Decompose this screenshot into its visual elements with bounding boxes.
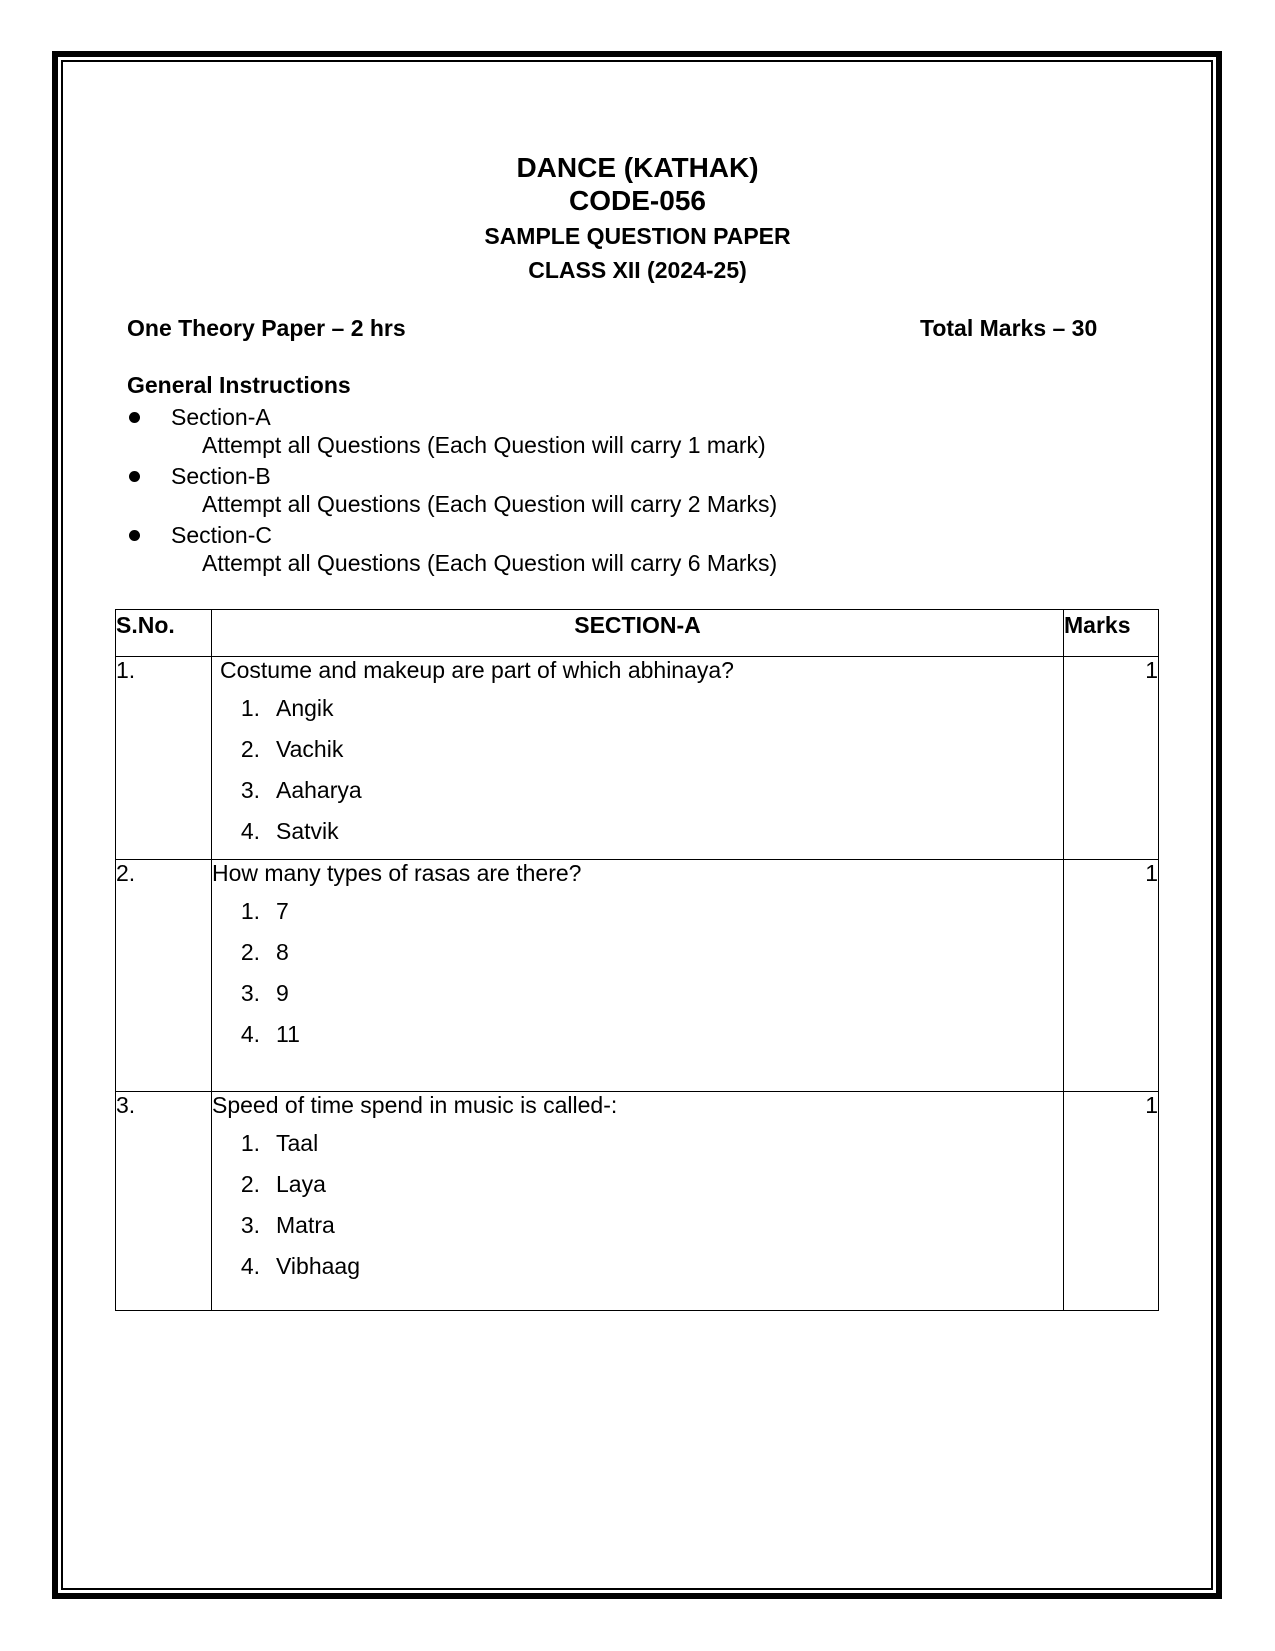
questions-table: [115, 609, 1159, 1311]
header-marks: Marks: [1064, 610, 1159, 657]
option-item: [212, 1253, 1063, 1294]
option-number: 4.: [240, 1253, 260, 1279]
option-text: Aaharya: [276, 777, 362, 803]
question-marks: 1: [1064, 1092, 1159, 1311]
question-text: Costume and makeup are part of which abhinaya?: [220, 657, 734, 683]
option-text: Vibhaag: [276, 1253, 360, 1279]
bullet-icon: [129, 471, 140, 482]
question-text: Speed of time spend in music is called-:: [212, 1092, 618, 1118]
table-row: [116, 860, 1159, 1092]
option-text: 9: [276, 980, 289, 1006]
option-item: [212, 736, 1063, 777]
options-list: [212, 1130, 1063, 1294]
header-sno: S.No.: [116, 610, 212, 657]
option-number: 2.: [240, 736, 260, 762]
option-item: [212, 898, 1063, 939]
option-item: [212, 695, 1063, 736]
option-number: 1.: [240, 1130, 260, 1156]
question-cell: [212, 657, 1064, 860]
option-text: 8: [276, 939, 289, 965]
question-number: 2.: [116, 860, 212, 1092]
question-number: 1.: [116, 657, 212, 860]
instruction-section: Section-B: [171, 463, 271, 489]
table-row: [116, 1092, 1159, 1311]
instruction-section: Section-A: [171, 404, 271, 430]
option-item: [212, 939, 1063, 980]
options-list: [212, 695, 1063, 859]
instruction-text: Attempt all Questions (Each Question will carry 1 mark): [202, 432, 766, 458]
option-text: Matra: [276, 1212, 335, 1238]
total-marks: Total Marks – 30: [920, 315, 1098, 341]
question-cell: [212, 1092, 1064, 1311]
option-number: 3.: [240, 980, 260, 1006]
question-marks: 1: [1064, 860, 1159, 1092]
option-item: [212, 1212, 1063, 1253]
paper-type: SAMPLE QUESTION PAPER: [484, 223, 791, 249]
option-number: 4.: [240, 818, 260, 844]
option-number: 3.: [240, 1212, 260, 1238]
paper-title: DANCE (KATHAK): [516, 152, 759, 183]
options-list: [212, 898, 1063, 1062]
question-text: How many types of rasas are there?: [212, 860, 582, 886]
option-item: [212, 1021, 1063, 1062]
bullet-icon: [129, 412, 140, 423]
bullet-icon: [129, 530, 140, 541]
option-item: [212, 1171, 1063, 1212]
option-number: 2.: [240, 1171, 260, 1197]
table-header-row: [116, 610, 1159, 657]
option-text: Satvik: [276, 818, 339, 844]
option-text: Vachik: [276, 736, 344, 762]
option-number: 4.: [240, 1021, 260, 1047]
instruction-section: Section-C: [171, 522, 272, 548]
option-item: [212, 777, 1063, 818]
option-text: Taal: [276, 1130, 319, 1156]
option-number: 3.: [240, 777, 260, 803]
option-item: [212, 818, 1063, 859]
instruction-text: Attempt all Questions (Each Question will carry 2 Marks): [202, 491, 778, 517]
table-row: [116, 657, 1159, 860]
option-text: 11: [276, 1021, 300, 1047]
paper-code: CODE-056: [569, 185, 706, 216]
paper-duration: One Theory Paper – 2 hrs: [127, 315, 406, 341]
header-section: SECTION-A: [212, 610, 1064, 657]
option-item: [212, 1130, 1063, 1171]
option-text: 7: [276, 898, 289, 924]
question-marks: 1: [1064, 657, 1159, 860]
option-number: 1.: [240, 695, 260, 721]
instruction-text: Attempt all Questions (Each Question will carry 6 Marks): [202, 550, 778, 576]
option-item: [212, 980, 1063, 1021]
option-text: Angik: [276, 695, 334, 721]
option-number: 2.: [240, 939, 260, 965]
class-year: CLASS XII (2024-25): [528, 257, 747, 283]
general-instructions-title: General Instructions: [127, 372, 351, 398]
option-number: 1.: [240, 898, 260, 924]
option-text: Laya: [276, 1171, 326, 1197]
question-cell: [212, 860, 1064, 1092]
question-number: 3.: [116, 1092, 212, 1311]
